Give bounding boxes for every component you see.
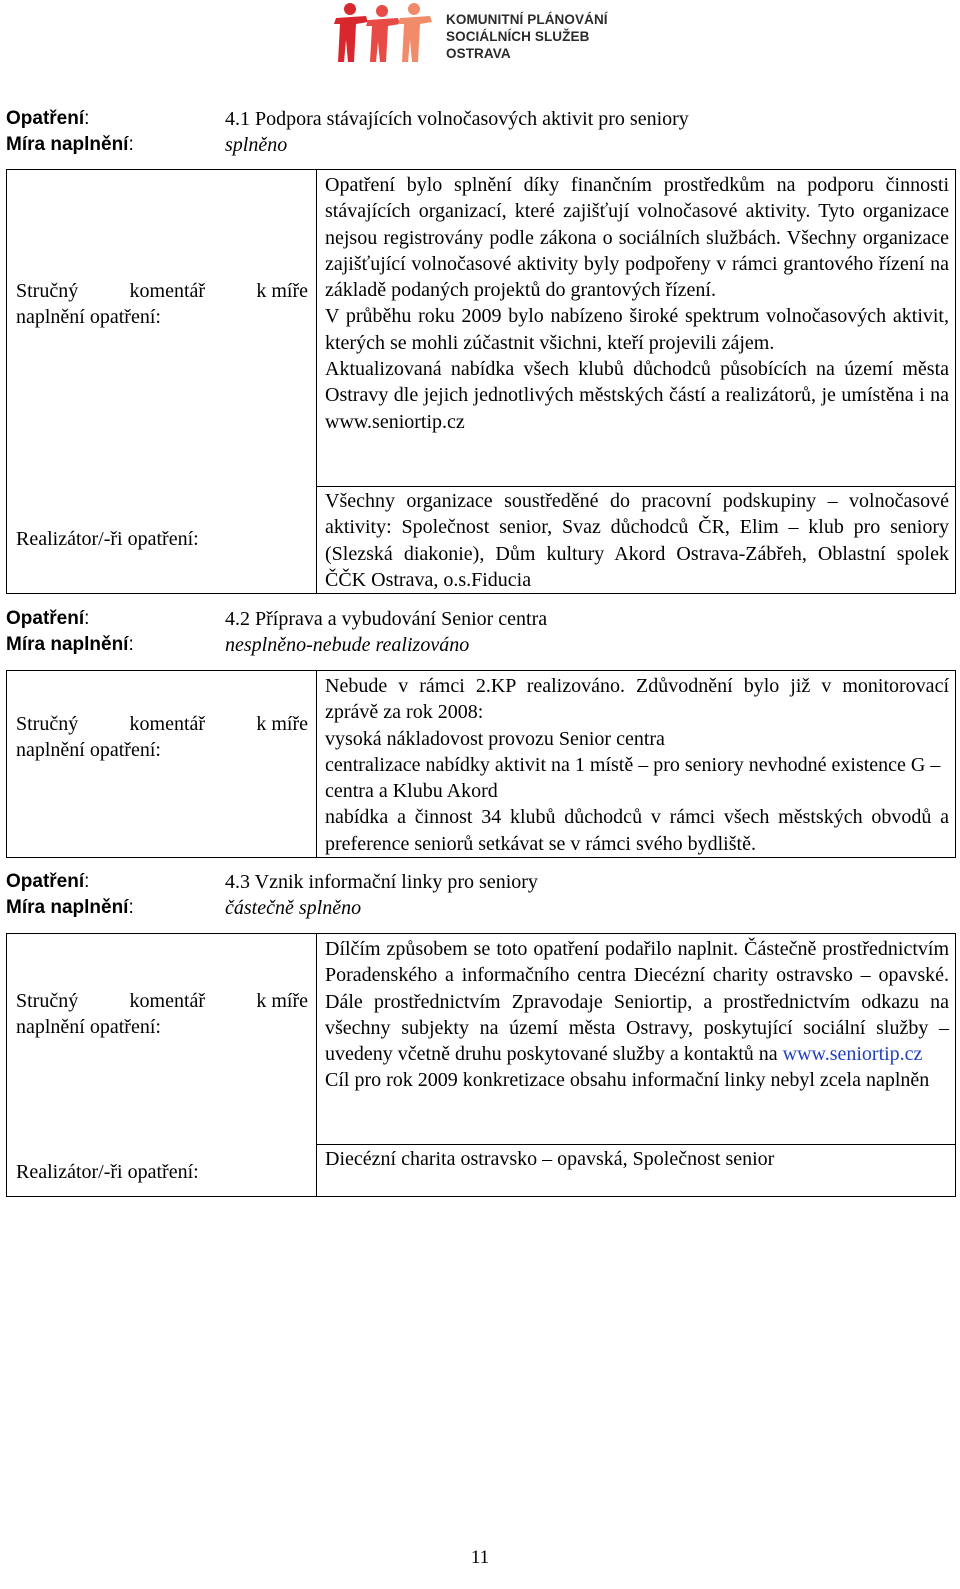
implementer-label: Realizátor/-ři opatření: bbox=[16, 528, 199, 550]
column-divider bbox=[316, 170, 317, 593]
fulfilment-label: Míra naplnění: bbox=[6, 897, 134, 918]
fulfilment-status: částečně splněno bbox=[225, 897, 362, 919]
row-divider bbox=[316, 1144, 955, 1145]
logo-line-2: SOCIÁLNÍCH SLUŽEB bbox=[446, 29, 590, 44]
measure-label: Opatření: bbox=[6, 871, 90, 892]
implementer-label: Realizátor/-ři opatření: bbox=[16, 1161, 199, 1183]
comment-label: Stručný komentář k míře naplnění opatření: bbox=[16, 280, 308, 328]
comment-label: Stručný komentář k míře naplnění opatření: bbox=[16, 990, 308, 1038]
fulfilment-label: Míra naplnění: bbox=[6, 134, 134, 155]
comment-main: Dílčím způsobem se toto opatření podařilo naplnit. Částečně prostřednictvím Poradenského a informačního centra Diecézní charity ostravsko – opavské. Dále prostřednictvím Zpravodaje Seniortip, a prostřednictvím odkazu na všechny subjekty na území města Ostravy, poskytující sociální služby – uvedeny včetně druhu poskytované služby a kontaktů na www.seniortip.cz bbox=[325, 938, 949, 1066]
seniortip-link[interactable]: www.seniortip.cz bbox=[782, 1043, 923, 1066]
fulfilment-status: splněno bbox=[225, 134, 288, 156]
measure-title: 4.3 Vznik informační linky pro seniory bbox=[225, 871, 538, 893]
implementer-text: Diecézní charita ostravsko – opavská, Společnost senior bbox=[325, 1148, 775, 1170]
logo-text bbox=[446, 11, 608, 62]
logo-line-1: KOMUNITNÍ PLÁNOVÁNÍ bbox=[446, 12, 608, 27]
measure-table bbox=[6, 169, 956, 594]
page-number: 11 bbox=[470, 1547, 490, 1568]
kpss-logo bbox=[332, 0, 632, 70]
measure-title: 4.1 Podpora stávajících volnočasových aktivit pro seniory bbox=[225, 108, 689, 130]
fulfilment-status: nesplněno-nebude realizováno bbox=[225, 634, 470, 656]
comment-text: Opatření bylo splnění díky finančním prostředkům na podporu činnosti stávajících organizací, které zajišťují volnočasové aktivity. Tyto organizace nejsou registrovány podle zákona o sociálních službách. Všechny organizace zajišťující volnočasové aktivity byly podpořeny v rámci grantového řízení na základě podaných projektů do grantových řízení. V průběhu roku 2009 bylo nabízeno široké spektrum volnočasových aktivit, kterých se mohli zúčastnit všichni, kteří projevili zájem. Aktualizovaná nabídka všech klubů důchodců působících na území města Ostravy dle jejich jednotlivých městských částí a realizátorů, je umístěna i na www.seniortip.cz bbox=[325, 174, 949, 433]
measure-table bbox=[6, 933, 956, 1197]
column-divider bbox=[316, 934, 317, 1196]
fulfilment-label: Míra naplnění: bbox=[6, 634, 134, 655]
measure-label: Opatření: bbox=[6, 608, 90, 629]
implementer-text: Všechny organizace soustředěné do pracovní podskupiny – volnočasové aktivity: Společnost senior, Svaz důchodců ČR, Elim – klub pro seniory (Slezská diakonie), Dům kultury Akord Ostrava-Zábřeh, Oblastní spolek ČČK Ostrava, o.s.Fiducia bbox=[325, 490, 949, 591]
comment-label: Stručný komentář k míře naplnění opatření: bbox=[16, 713, 308, 761]
row-divider bbox=[316, 486, 955, 487]
measure-title: 4.2 Příprava a vybudování Senior centra bbox=[225, 608, 548, 630]
comment-text: Nebude v rámci 2.KP realizováno. Zdůvodnění bylo již v monitorovací zprávě za rok 2008: vysoká nákladovost provozu Senior centra centralizace nabídky aktivit na 1 místě – pro seniory nevhodné existence G – centra a Klubu Akord nabídka a činnost 34 klubů důchodců v rámci všech městských obvodů a preference seniorů setkávat se v rámci svého bydliště. bbox=[325, 675, 949, 855]
comment-text: Dílčím způsobem se toto opatření podařilo naplnit. Částečně prostřednictvím Poradenského a informačního centra Diecézní charity ostravsko – opavské. Dále prostřednictvím Zpravodaje Seniortip, a prostřednictvím odkazu na všechny subjekty na území města Ostravy, poskytující sociální služby – uvedeny včetně druhu poskytované služby a kontaktů na www.seniortip.cz Cíl pro rok 2009 konkretizace obsahu informační linky nebyl zcela naplněn bbox=[325, 938, 949, 1092]
logo-line-3: OSTRAVA bbox=[446, 46, 511, 61]
measure-table bbox=[6, 670, 956, 858]
column-divider bbox=[316, 671, 317, 857]
measure-label: Opatření: bbox=[6, 108, 90, 129]
people-figures-icon bbox=[332, 0, 442, 68]
